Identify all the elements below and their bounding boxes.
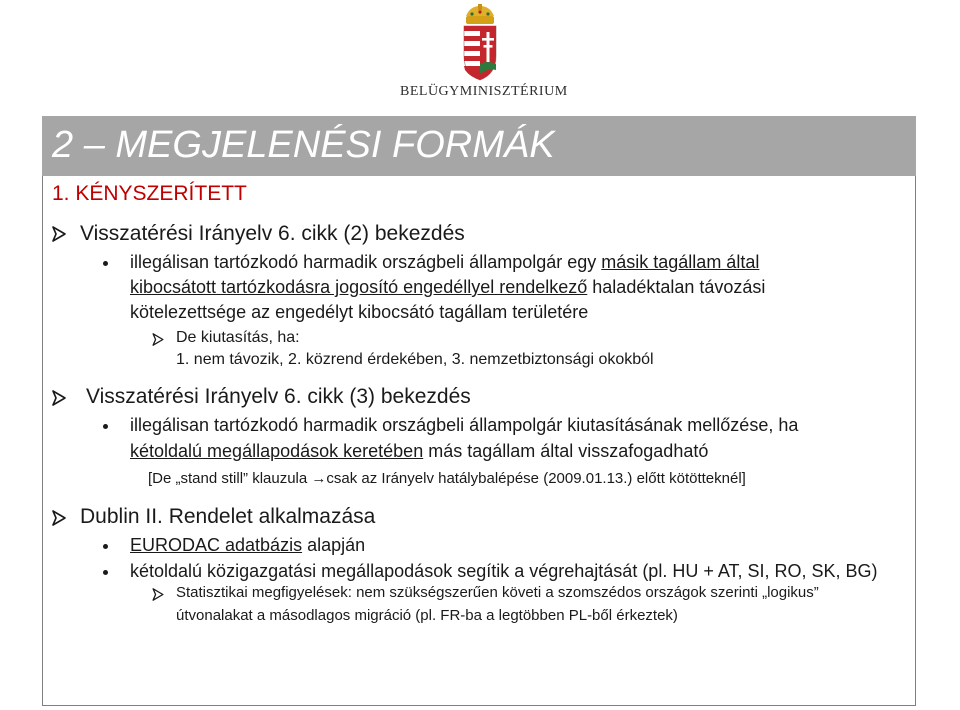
block1-bullet-line2 — [130, 277, 765, 298]
block2-bullet-underlined: kétoldalú megállapodások keretében — [130, 441, 424, 461]
block2-note-end: csak az Irányelv hatálybalépése (2009.01.13.) előtt kötötteknél] — [326, 470, 746, 487]
round-bullet-icon — [103, 424, 108, 429]
round-bullet-icon — [103, 261, 108, 266]
block1-bullet-line1 — [130, 252, 759, 273]
block3-sub-line1: Statisztikai megfigyelések: nem szükségszerűen követi a szomszédos országok szerinti „logikus” — [176, 584, 819, 601]
block2-bullet-text: más tagállam által visszafogadható — [423, 441, 709, 461]
block1-bullet-line3: kötelezettsége az engedélyt kibocsátó tagállam területére — [130, 302, 589, 322]
block1-bullet-underlined-2: kibocsátott tartózkodásra jogosító engedéllyel rendelkező — [130, 277, 588, 297]
slide-title: 2 – MEGJELENÉSI FORMÁK — [52, 124, 555, 166]
block3-bullet2: kétoldalú közigazgatási megállapodások segítik a végrehajtását (pl. HU + AT, SI, RO, SK, BG) — [130, 561, 878, 581]
block1-sub-heading: De kiutasítás, ha: — [176, 329, 300, 346]
block1-heading: Visszatérési Irányelv 6. cikk (2) bekezdés — [80, 222, 465, 245]
block2-note — [148, 470, 746, 487]
block1-bullet-text: illegálisan tartózkodó harmadik országbeli állampolgár egy — [130, 252, 602, 272]
block3-bullet1-underlined: EURODAC adatbázis — [130, 535, 303, 555]
section-heading: 1. KÉNYSZERÍTETT — [52, 182, 247, 205]
block3-bullet1-text: alapján — [302, 535, 366, 555]
block3-bullet1 — [130, 535, 365, 556]
right-arrow-icon: → — [311, 470, 327, 487]
block2-note-start: [De „stand still” klauzula — [148, 470, 312, 487]
block1-bullet-underlined: másik tagállam által — [601, 252, 760, 272]
block2-bullet-line2 — [130, 441, 708, 462]
block1-sub-list: 1. nem távozik, 2. közrend érdekében, 3. nemzetbiztonsági okokból — [176, 351, 654, 368]
block1-bullet-text-2: haladéktalan távozási — [587, 277, 766, 297]
block2-heading: Visszatérési Irányelv 6. cikk (3) bekezdés — [86, 385, 471, 408]
arrow-bullet-icon — [52, 226, 66, 242]
block3-sub-line2: útvonalakat a másodlagos migráció (pl. FR-ba a legtöbben PL-ből érkeztek) — [176, 607, 678, 624]
round-bullet-icon — [103, 570, 108, 575]
arrow-bullet-icon — [152, 588, 164, 601]
arrow-bullet-icon — [152, 333, 164, 346]
ministry-name: BELÜGYMINISZTÉRIUM — [400, 84, 568, 99]
round-bullet-icon — [103, 544, 108, 549]
arrow-bullet-icon — [52, 390, 66, 406]
ministry-logo — [400, 4, 568, 104]
coat-of-arms-icon — [458, 4, 502, 82]
block3-heading: Dublin II. Rendelet alkalmazása — [80, 505, 376, 528]
arrow-bullet-icon — [52, 510, 66, 526]
block2-bullet-line1: illegálisan tartózkodó harmadik országbeli állampolgár kiutasításának mellőzése, ha — [130, 415, 799, 435]
